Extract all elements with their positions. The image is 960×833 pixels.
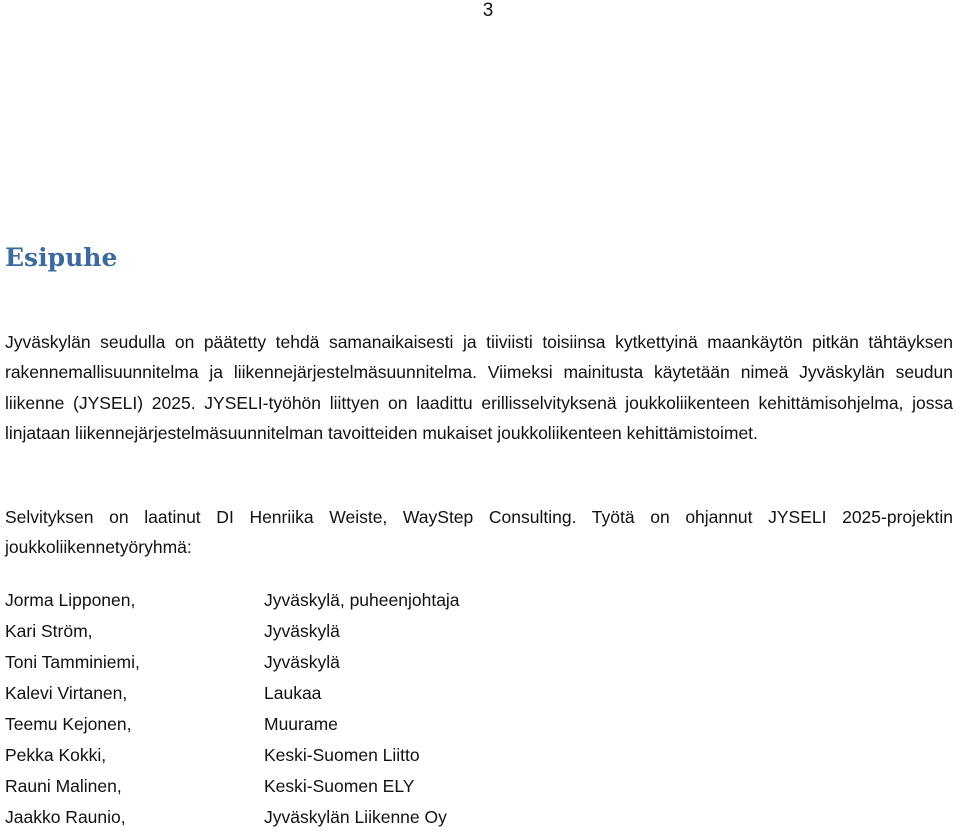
member-role: Keski-Suomen ELY — [264, 776, 415, 796]
intro-paragraph: Jyväskylän seudulla on päätetty tehdä samanaikaisesti ja tiiviisti toisiinsa kytkettyinä maankäytön pitkän tähtäyksen rakennemallisuunnitelma ja liikennejärjestelmäsuunnitelma. Viimeksi mainitusta käytetään nimeä Jyväskylän seudun liikenne (JYSELI) 2025. JYSELI-työhön liittyen on laadittu erillisselvityksenä joukkoliikenteen kehittämisohjelma, jossa linjataan liikennejärjestelmäsuunnitelman tavoitteiden mukaiset joukkoliikenteen kehittämistoimet. — [5, 332, 953, 444]
member-name: Teemu Kejonen, — [5, 714, 132, 734]
member-row — [5, 678, 460, 709]
member-row — [5, 585, 460, 616]
author-paragraph: Selvityksen on laatinut DI Henriika Weiste, WayStep Consulting. Työtä on ohjannut JYSELI 2025-projektin joukkoliikennetyöryhmä: — [5, 507, 953, 558]
member-row — [5, 616, 460, 647]
page-number: 3 — [482, 0, 494, 21]
member-row — [5, 802, 460, 833]
member-name: Jorma Lipponen, — [5, 590, 136, 610]
member-row — [5, 740, 460, 771]
member-role: Keski-Suomen Liitto — [264, 745, 420, 765]
member-name: Toni Tamminiemi, — [5, 652, 140, 672]
working-group-list — [5, 585, 460, 833]
member-role: Jyväskylä, puheenjohtaja — [264, 590, 460, 610]
member-name: Kalevi Virtanen, — [5, 683, 128, 703]
member-name: Kari Ström, — [5, 621, 93, 641]
member-row — [5, 709, 460, 740]
member-role: Jyväskylä — [264, 621, 340, 641]
member-role: Laukaa — [264, 683, 322, 703]
member-name: Pekka Kokki, — [5, 745, 107, 765]
member-row — [5, 647, 460, 678]
member-name: Jaakko Raunio, — [5, 807, 126, 827]
member-role: Jyväskylän Liikenne Oy — [264, 807, 447, 827]
member-row — [5, 771, 460, 802]
member-role: Muurame — [264, 714, 338, 734]
member-role: Jyväskylä — [264, 652, 340, 672]
section-heading: Esipuhe — [5, 243, 118, 272]
member-name: Rauni Malinen, — [5, 776, 122, 796]
